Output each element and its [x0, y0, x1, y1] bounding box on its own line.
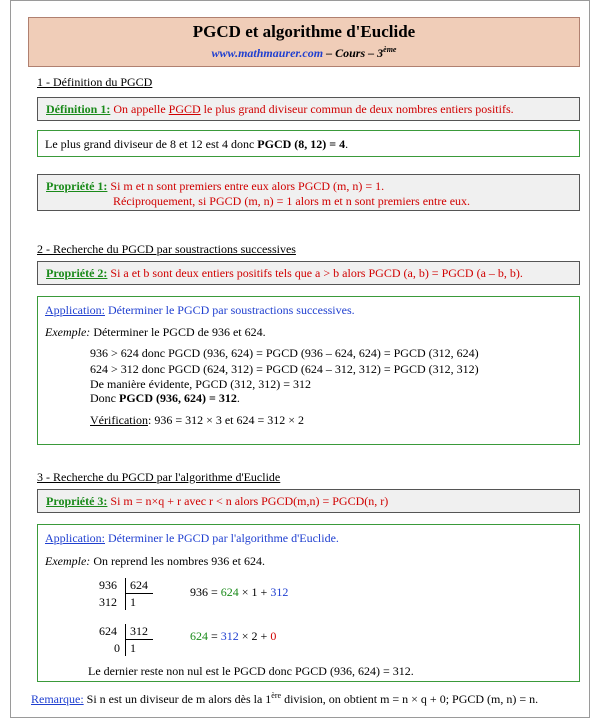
equation-2-divisor: 312 — [220, 629, 239, 643]
definition-1-post: le plus grand diviseur commun de deux nombres entiers positifs. — [200, 102, 514, 116]
equation-1-remainder: 312 — [270, 585, 289, 599]
definition-1-pre: On appelle — [110, 102, 169, 116]
property-1-text-1: Si m et n sont premiers entre eux alors PGCD (m, n) = 1. — [107, 179, 385, 193]
page-header — [28, 17, 580, 67]
subtitle-cours: Cours — [335, 46, 366, 60]
section-3-heading: 3 - Recherche du PGCD par l'algorithme d'Euclide — [37, 470, 281, 484]
division-1-divisor: 624 — [130, 578, 148, 592]
definition-1-box — [37, 97, 580, 121]
property-2-body: Si a et b sont deux entiers positifs tels que a > b alors PGCD (a, b) = PGCD (a – b, b). — [107, 266, 523, 280]
remark-line — [31, 691, 538, 707]
application-3-box — [37, 524, 580, 682]
property-1-line-1 — [46, 179, 384, 194]
division-1-vertical-bar — [125, 578, 126, 610]
example-1-end: . — [345, 137, 349, 151]
division-1-remainder: 312 — [99, 595, 117, 609]
subtitle-level-sup: ème — [383, 45, 397, 54]
step-line-4-end: . — [236, 391, 240, 405]
division-1-dividend: 936 — [99, 578, 117, 592]
property-3-text — [46, 494, 388, 509]
division-2-remainder: 0 — [114, 641, 120, 655]
step-line-3: De manière évidente, PGCD (312, 312) = 312 — [90, 377, 312, 391]
equation-2 — [190, 629, 276, 644]
property-3-body: Si m = n×q + r avec r < n alors PGCD(m,n) = PGCD(n, r) — [107, 494, 389, 508]
remark-pre: Si n est un diviseur de m alors dès la 1 — [83, 692, 272, 706]
application-3-label: Application: — [45, 531, 105, 545]
section-2-heading: 2 - Recherche du PGCD par soustractions successives — [37, 242, 296, 256]
division-2-dividend: 624 — [99, 624, 117, 638]
step-line-4-bold: PGCD (936, 624) = 312 — [119, 391, 237, 405]
equation-1-divisor: 624 — [220, 585, 239, 599]
definition-1-term: PGCD — [168, 102, 201, 116]
property-1-label: Propriété 1: — [46, 179, 108, 193]
conclusion-line: Le dernier reste non nul est le PGCD donc PGCD (936, 624) = 312. — [88, 664, 414, 678]
equation-2-dividend: 624 — [190, 629, 208, 643]
step-line-4 — [90, 391, 240, 406]
remark-sup: ère — [271, 691, 282, 700]
property-3-label: Propriété 3: — [46, 494, 108, 508]
page-title: PGCD et algorithme d'Euclide — [192, 22, 416, 41]
property-3-box — [37, 489, 580, 513]
division-2-vertical-bar — [125, 624, 126, 656]
site-link[interactable]: www.mathmaurer.com — [211, 46, 324, 60]
example-3-label: Exemple: — [45, 554, 91, 568]
step-line-1: 936 > 624 donc PGCD (936, 624) = PGCD (936 – 624, 624) = PGCD (312, 624) — [90, 346, 479, 360]
application-2-label: Application: — [45, 303, 105, 317]
remark-label: Remarque: — [31, 692, 84, 706]
division-2-divisor: 312 — [130, 624, 148, 638]
application-2-line — [45, 303, 355, 318]
subtitle-separator: – — [323, 46, 336, 60]
equation-1-mid: × 1 + — [238, 585, 271, 599]
verification-text: : 936 = 312 × 3 et 624 = 312 × 2 — [147, 413, 305, 427]
verification-label: Vérification — [90, 413, 148, 427]
definition-1-label: Définition 1: — [46, 102, 111, 116]
example-1-box — [37, 130, 580, 157]
equation-1 — [190, 585, 288, 600]
remark-post: division, on obtient m = n × q + 0; PGCD (m, n) = n. — [281, 692, 539, 706]
division-2-quotient: 1 — [130, 641, 136, 655]
equation-1-a: 936 = — [190, 585, 221, 599]
application-2-box — [37, 296, 580, 445]
example-2-label: Exemple: — [45, 325, 91, 339]
example-3-line — [45, 554, 265, 569]
page-subtitle — [29, 45, 579, 61]
equation-2-mid: × 2 + — [238, 629, 271, 643]
example-3-text: On reprend les nombres 936 et 624. — [90, 554, 265, 568]
section-1-heading: 1 - Définition du PGCD — [37, 75, 153, 89]
equation-2-eq: = — [208, 629, 221, 643]
equation-2-remainder: 0 — [270, 629, 277, 643]
example-2-line — [45, 325, 266, 340]
application-2-text: Déterminer le PGCD par soustractions successives. — [105, 303, 355, 317]
document-page — [10, 0, 590, 718]
application-3-line — [45, 531, 339, 546]
property-2-label: Propriété 2: — [46, 266, 108, 280]
property-1-line-2: Réciproquement, si PGCD (m, n) = 1 alors m et n sont premiers entre eux. — [113, 194, 471, 208]
subtitle-separator-2: – — [365, 46, 378, 60]
step-line-2: 624 > 312 donc PGCD (624, 312) = PGCD (624 – 312, 312) = PGCD (312, 312) — [90, 362, 479, 376]
example-1-pre: Le plus grand diviseur de 8 et 12 est 4 donc — [45, 137, 258, 151]
property-1-box — [37, 174, 580, 211]
division-1-horizontal-bar — [125, 593, 153, 594]
property-2-box — [37, 261, 580, 285]
property-2-text — [46, 266, 523, 281]
example-1-text — [45, 137, 348, 152]
example-1-bold: PGCD (8, 12) = 4 — [257, 137, 346, 151]
division-1-quotient: 1 — [130, 595, 136, 609]
division-2-horizontal-bar — [125, 639, 153, 640]
subtitle-level: 3 — [377, 46, 384, 60]
example-2-text: Déterminer le PGCD de 936 et 624. — [90, 325, 266, 339]
application-3-text: Déterminer le PGCD par l'algorithme d'Euclide. — [105, 531, 339, 545]
step-line-4-pre: Donc — [90, 391, 119, 405]
definition-1-text — [46, 102, 514, 117]
verification-line — [90, 413, 304, 428]
